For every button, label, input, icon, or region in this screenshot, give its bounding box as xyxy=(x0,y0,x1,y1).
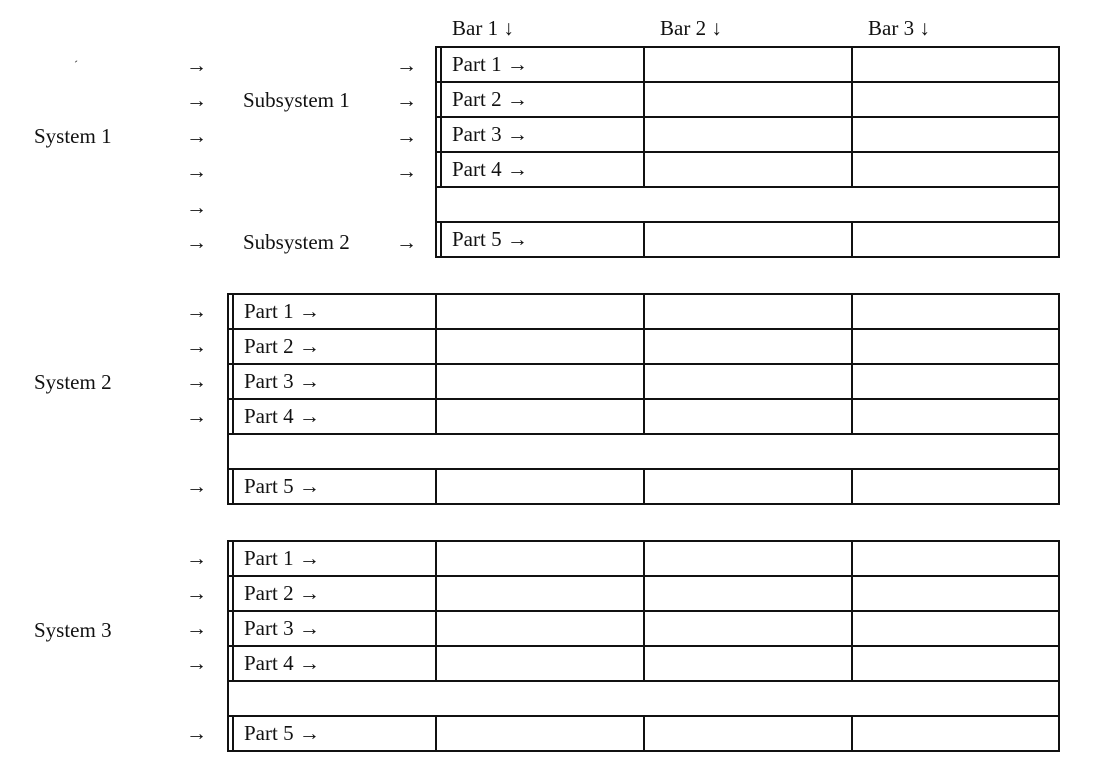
system-3-right-edge xyxy=(1058,680,1060,717)
system-1-row-line xyxy=(435,151,1060,153)
system-3-left-edge xyxy=(227,540,229,752)
system-3-part-label: Part 1 → xyxy=(244,546,320,570)
system-1-column-line xyxy=(643,46,645,188)
system-3-part-label: Part 5 → xyxy=(244,721,320,745)
system-2-part-label: Part 5 → xyxy=(244,474,320,498)
system-2-part-label: Part 2 → xyxy=(244,334,320,358)
system-3-arrow: → xyxy=(186,581,207,605)
system-1-column-line xyxy=(851,46,853,188)
system-2-column-line xyxy=(851,468,853,505)
system-2-arrow: → xyxy=(186,334,207,358)
system-3-column-line xyxy=(851,715,853,752)
system-1-arrow: → xyxy=(186,53,207,77)
system-1-arrow: → xyxy=(186,230,207,254)
system-3-column-line xyxy=(1058,715,1060,752)
system-3-column-line xyxy=(435,715,437,752)
system-1-part-label: Part 5 → xyxy=(452,227,528,251)
system-1-column-line xyxy=(1058,221,1060,258)
system-1-left-edge-inner xyxy=(440,221,442,258)
system-1-right-edge xyxy=(1058,186,1060,223)
system-1-arrow: → xyxy=(186,195,207,219)
system-2-arrow: → xyxy=(186,474,207,498)
system-1-part-label: Part 2 → xyxy=(452,87,528,111)
system-2-arrow: → xyxy=(186,299,207,323)
system-3-label: System 3 xyxy=(34,618,112,642)
system-1-part-label: Part 1 → xyxy=(452,52,528,76)
system-2-left-edge-inner xyxy=(232,468,234,505)
system-3-part-label: Part 4 → xyxy=(244,651,320,675)
system-1-part-label: Part 4 → xyxy=(452,157,528,181)
system-3-column-line xyxy=(851,540,853,682)
system-2-left-edge-inner xyxy=(232,293,234,435)
column-header-bar-2: Bar 2 ↓ xyxy=(660,16,722,40)
column-header-bar-1: Bar 1 ↓ xyxy=(452,16,514,40)
system-2-part-label: Part 3 → xyxy=(244,369,320,393)
system-3-part-label: Part 2 → xyxy=(244,581,320,605)
subsystem-arrow: → xyxy=(396,53,417,77)
subsystem-1-label: Subsystem 1 xyxy=(243,88,350,112)
system-3-column-line xyxy=(643,715,645,752)
system-1-part-label: Part 3 → xyxy=(452,122,528,146)
system-2-part-label: Part 1 → xyxy=(244,299,320,323)
system-1-row-line xyxy=(435,81,1060,83)
system-3-arrow: → xyxy=(186,546,207,570)
system-3-arrow: → xyxy=(186,616,207,640)
system-1-column-line xyxy=(435,46,437,188)
system-3-column-line xyxy=(1058,540,1060,682)
subsystem-arrow: → xyxy=(396,88,417,112)
system-2-label: System 2 xyxy=(34,370,112,394)
system-2-column-line xyxy=(643,468,645,505)
system-3-arrow: → xyxy=(186,721,207,745)
subsystem-arrow: → xyxy=(396,230,417,254)
system-2-column-line xyxy=(435,293,437,435)
system-3-left-edge-inner xyxy=(232,715,234,752)
system-2-part-label: Part 4 → xyxy=(244,404,320,428)
system-1-arrow: → xyxy=(186,88,207,112)
system-1-column-line xyxy=(851,221,853,258)
system-1-label: System 1 xyxy=(34,124,112,148)
system-3-part-label: Part 3 → xyxy=(244,616,320,640)
system-2-column-line xyxy=(851,293,853,435)
system-2-column-line xyxy=(1058,293,1060,435)
system-2-column-line xyxy=(643,293,645,435)
system-2-column-line xyxy=(435,468,437,505)
system-1-column-line xyxy=(1058,46,1060,188)
system-1-left-edge-inner xyxy=(440,46,442,188)
system-1-arrow: → xyxy=(186,124,207,148)
system-2-arrow: → xyxy=(186,404,207,428)
system-1-row-line xyxy=(435,256,1060,258)
system-1-row-line xyxy=(435,116,1060,118)
system-1-column-line xyxy=(643,221,645,258)
system-1-row-line xyxy=(435,186,1060,188)
system-1-arrow: → xyxy=(186,159,207,183)
subsystem-2-label: Subsystem 2 xyxy=(243,230,350,254)
stray-mark: ˊ xyxy=(74,58,78,72)
system-2-column-line xyxy=(1058,468,1060,505)
system-3-arrow: → xyxy=(186,651,207,675)
subsystem-arrow: → xyxy=(396,124,417,148)
system-1-row-line xyxy=(435,46,1060,48)
system-3-column-line xyxy=(435,540,437,682)
system-3-column-line xyxy=(643,540,645,682)
system-3-left-edge-inner xyxy=(232,540,234,682)
system-2-right-edge xyxy=(1058,433,1060,470)
subsystem-arrow: → xyxy=(396,159,417,183)
system-1-row-line xyxy=(435,221,1060,223)
system-2-arrow: → xyxy=(186,369,207,393)
column-header-bar-3: Bar 3 ↓ xyxy=(868,16,930,40)
system-2-left-edge xyxy=(227,293,229,505)
system-1-column-line xyxy=(435,221,437,258)
